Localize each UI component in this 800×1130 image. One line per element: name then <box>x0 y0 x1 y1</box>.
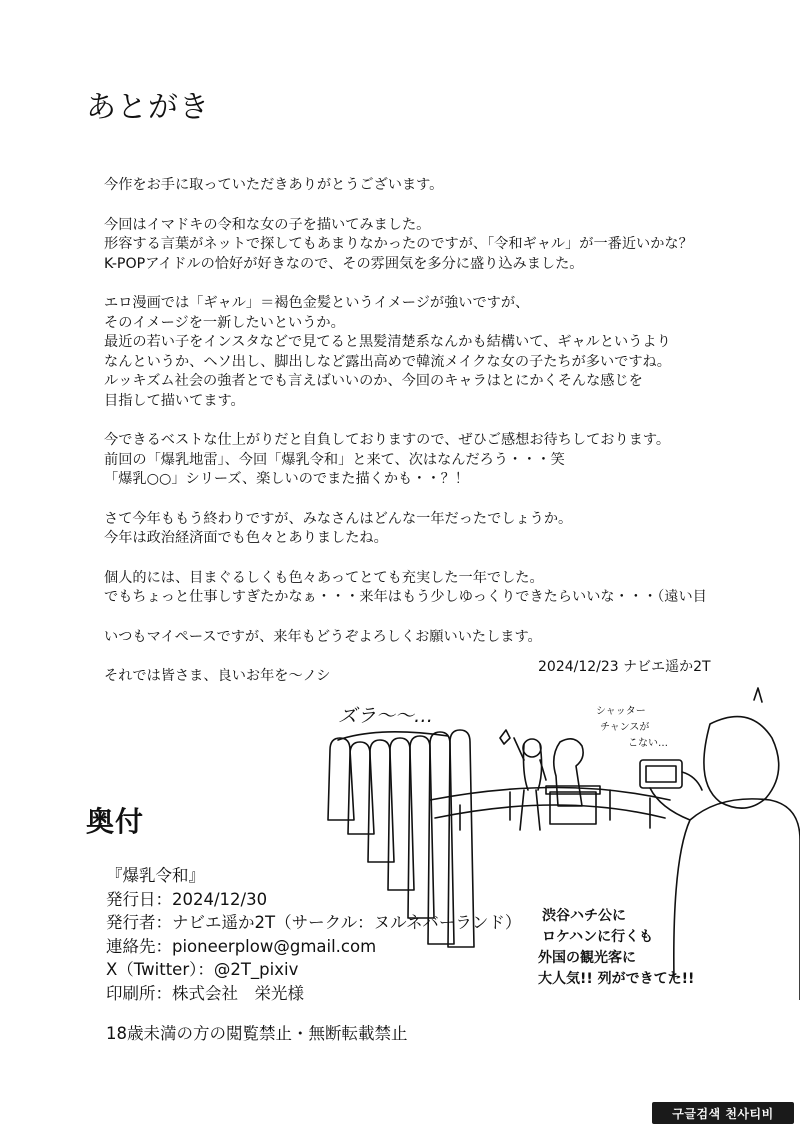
colophon-printer: 印刷所：株式会社 栄光様 <box>106 983 304 1003</box>
watermark-badge: 구글검색 천사티비 <box>652 1102 794 1124</box>
afterword-line: 今できるベストな仕上がりだと自負しておりますので、ぜひご感想お待ちしております。 <box>104 432 671 448</box>
afterword-line: さて今年ももう終わりですが、みなさんはどんな一年だったでしょうか。 <box>104 510 573 527</box>
afterword-line: でもちょっと仕事しすぎたかなぁ・・・来年はもう少しゆっくりできたらいいな・・・（遠い目 <box>104 589 707 605</box>
afterword-line: 今作をお手に取っていただきありがとうございます。 <box>104 177 444 193</box>
photographer <box>640 688 800 1000</box>
afterword-line: 目指して描いてます。 <box>104 392 245 409</box>
svg-text:チャンスが: チャンスが <box>600 722 650 733</box>
colophon-book-title: 『爆乳令和』 <box>106 866 205 885</box>
afterword-paragraph <box>104 510 724 549</box>
afterword-line: なんというか、ヘソ出し、脚出しなど露出高めで韓流メイクな女の子たちが多いですね。 <box>104 353 671 370</box>
age-restriction-notice: 18歳未満の方の閲覧禁止・無断転載禁止 <box>106 1024 408 1043</box>
afterword-line: 前回の「爆乳地雷」、今回「爆乳令和」と来て、次はなんだろう・・・笑 <box>104 451 565 468</box>
colophon-publisher: 発行者：ナビエ遥か2T（サークル：ヌルネバーランド） <box>106 913 522 932</box>
illustration-caption <box>538 907 694 987</box>
hachiko-statue <box>546 739 600 824</box>
colophon-contact: 連絡先：pioneerplow@gmail.com <box>106 936 377 956</box>
colophon-title: 奥付 <box>86 805 145 838</box>
afterword-line: 最近の若い子をインスタなどで見てると黒髪清楚系なんかも結構いて、ギャルというより <box>104 334 671 350</box>
posing-girl <box>500 730 546 830</box>
afterword-paragraph <box>104 569 724 608</box>
colophon-twitter: X（Twitter）：@2T_pixiv <box>106 960 299 979</box>
afterword-paragraph <box>104 431 724 490</box>
afterword-line: 今回はイマドキの令和な女の子を描いてみました。 <box>104 216 431 233</box>
afterword-line: そのイメージを一新したいというか。 <box>104 314 345 331</box>
afterword-line: それでは皆さま、良いお年を〜ノシ <box>104 668 331 684</box>
svg-text:外国の観光客に: 外国の観光客に <box>538 950 636 966</box>
svg-text:こない…: こない… <box>628 738 668 749</box>
afterword-paragraph <box>104 216 724 275</box>
afterword-signature: 2024/12/23 ナビエ遥か2T <box>538 659 711 675</box>
colophon-issue-date: 発行日：2024/12/30 <box>106 889 268 909</box>
afterword-title: あとがき <box>86 90 210 125</box>
afterword-line: 形容する言葉がネットで探してもあまりなかったのですが、「令和ギャル」が一番近いかな？ <box>104 236 693 252</box>
afterword-line: いつもマイペースですが、来年もどうぞよろしくお願いいたします。 <box>104 628 542 645</box>
afterword-paragraph <box>104 176 724 196</box>
afterword-line: エロ漫画では「ギャル」＝褐色金髪というイメージが強いですが、 <box>104 295 530 311</box>
svg-text:ロケハンに行くも: ロケハンに行くも <box>542 929 654 945</box>
svg-text:大人気!! 列ができてた!!: 大人気!! 列ができてた!! <box>538 971 695 987</box>
afterword-line: 「爆乳○○」シリーズ、楽しいのでまた描くかも・・？！ <box>104 471 469 487</box>
afterword-body <box>104 176 724 707</box>
afterword-line: 個人的には、目まぐるしくも色々あってとても充実した一年でした。 <box>104 569 544 586</box>
svg-text:シャッター: シャッター <box>596 706 646 717</box>
afterword-paragraph <box>104 294 724 411</box>
svg-text:渋谷ハチ公に: 渋谷ハチ公に <box>542 908 626 924</box>
afterword-line: ルッキズム社会の強者とでも言えばいいのか、今回のキャラはとにかくそんな感じを <box>104 373 643 389</box>
afterword-line: 今年は政治経済面でも色々とありましたね。 <box>104 530 388 546</box>
colophon-body <box>106 864 521 1005</box>
speech-bubble-text <box>596 705 668 749</box>
afterword-paragraph <box>104 628 724 648</box>
afterword-line: K-POPアイドルの恰好が好きなので、その雰囲気を多分に盛り込みました。 <box>104 255 584 272</box>
sfx-text: ズラ〜〜… <box>338 705 434 727</box>
